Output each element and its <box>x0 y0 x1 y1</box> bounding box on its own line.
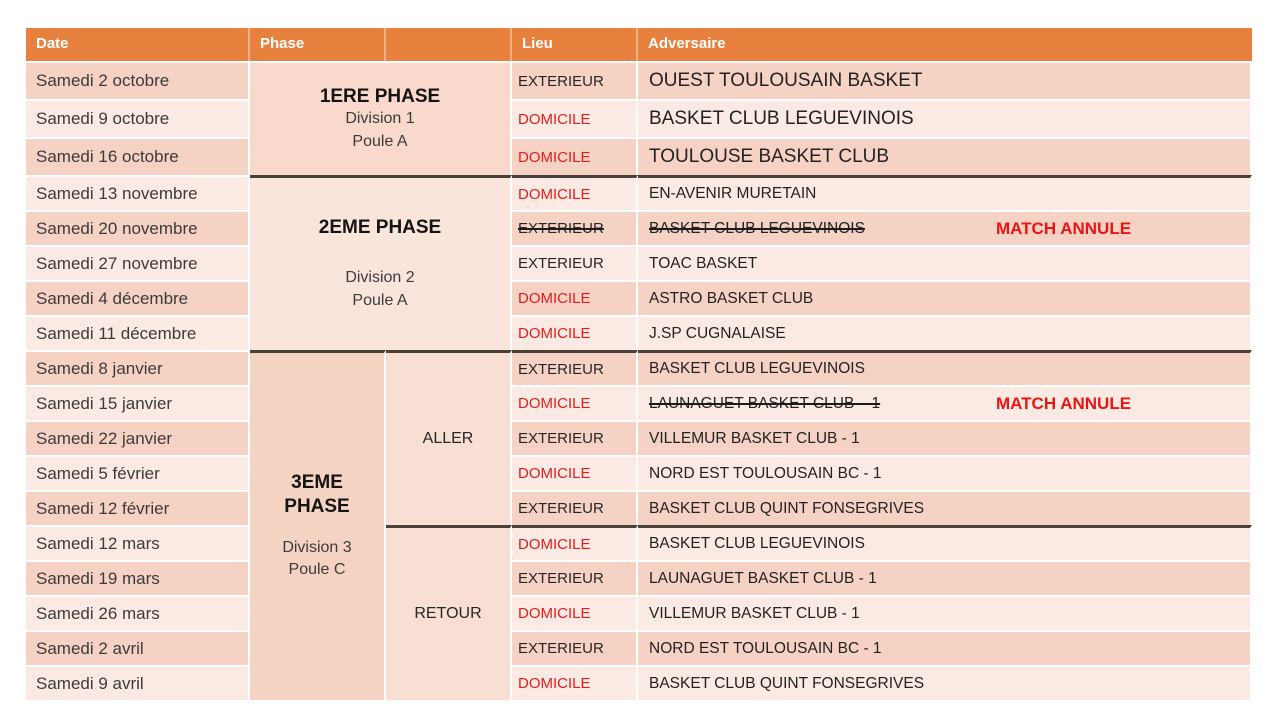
table-row <box>26 315 1252 350</box>
table-row <box>26 245 1252 280</box>
adversaire-cell: LAUNAGUET BASKET CLUB - 1 <box>638 560 1252 595</box>
lieu-cell: EXTERIEUR <box>512 420 638 455</box>
table-row <box>26 455 1252 490</box>
phase-title: 1ERE PHASE <box>319 85 441 107</box>
adversaire-cell: BASKET CLUB LEGUEVINOIS <box>638 350 1252 385</box>
adversaire-cancelled: BASKET CLUB LEGUEVINOIS <box>649 219 865 237</box>
adversaire-cell: NORD EST TOULOUSAIN BC - 1 <box>638 455 1252 490</box>
adversaire-cell <box>638 385 1252 420</box>
date-cell: Samedi 13 novembre <box>26 175 250 210</box>
lieu-cell: EXTERIEUR <box>512 245 638 280</box>
adversaire-cell: BASKET CLUB QUINT FONSEGRIVES <box>638 490 1252 525</box>
header-lieu: Lieu <box>512 28 638 61</box>
lieu-cell: DOMICILE <box>512 315 638 350</box>
lieu-cell: DOMICILE <box>512 175 638 210</box>
adversaire-cell: VILLEMUR BASKET CLUB - 1 <box>638 595 1252 630</box>
date-cell: Samedi 9 avril <box>26 665 250 700</box>
header-phase: Phase <box>250 28 386 61</box>
adversaire-cell: BASKET CLUB LEGUEVINOIS <box>638 525 1252 560</box>
adversaire-cell: VILLEMUR BASKET CLUB - 1 <box>638 420 1252 455</box>
table-row <box>26 61 1252 99</box>
lieu-cell: DOMICILE <box>512 455 638 490</box>
header-date: Date <box>26 28 250 61</box>
schedule-table <box>26 28 1252 700</box>
lieu-cell: DOMICILE <box>512 665 638 700</box>
lieu-cell: DOMICILE <box>512 595 638 630</box>
table-row <box>26 490 1252 525</box>
date-cell: Samedi 22 janvier <box>26 420 250 455</box>
table-row <box>26 210 1252 245</box>
date-cell: Samedi 27 novembre <box>26 245 250 280</box>
date-cell: Samedi 4 décembre <box>26 280 250 315</box>
adversaire-cell: TOULOUSE BASKET CLUB <box>638 137 1252 175</box>
date-cell: Samedi 15 janvier <box>26 385 250 420</box>
adversaire-cell: J.SP CUGNALAISE <box>638 315 1252 350</box>
schedule-table-container <box>26 28 1252 700</box>
lieu-cell: EXTERIEUR <box>512 490 638 525</box>
table-row <box>26 595 1252 630</box>
table-row <box>26 525 1252 560</box>
adversaire-cell: BASKET CLUB QUINT FONSEGRIVES <box>638 665 1252 700</box>
date-cell: Samedi 2 avril <box>26 630 250 665</box>
lieu-cell: EXTERIEUR <box>512 560 638 595</box>
phase-title: 2EME PHASE <box>318 216 442 238</box>
leg-cell-retour: RETOUR <box>386 525 512 700</box>
lieu-cancelled: EXTERIEUR <box>518 220 604 237</box>
phase-division: Division 1 <box>345 110 415 128</box>
phase-poule: Poule A <box>352 291 408 309</box>
adversaire-cell: ASTRO BASKET CLUB <box>638 280 1252 315</box>
leg-cell-aller: ALLER <box>386 350 512 525</box>
adversaire-cell: OUEST TOULOUSAIN BASKET <box>638 61 1252 99</box>
table-row <box>26 560 1252 595</box>
date-cell: Samedi 9 octobre <box>26 99 250 137</box>
match-annule-note: MATCH ANNULE <box>996 218 1132 238</box>
date-cell: Samedi 26 mars <box>26 595 250 630</box>
lieu-cell <box>512 210 638 245</box>
adversaire-cell: EN-AVENIR MURETAIN <box>638 175 1252 210</box>
table-row <box>26 137 1252 175</box>
table-row <box>26 175 1252 210</box>
match-annule-note: MATCH ANNULE <box>996 393 1132 413</box>
phase-cell-3 <box>250 350 386 700</box>
date-cell: Samedi 16 octobre <box>26 137 250 175</box>
phase-division: Division 2 <box>345 269 415 287</box>
table-row <box>26 280 1252 315</box>
adversaire-cell <box>638 210 1252 245</box>
phase-cell-1 <box>250 61 512 175</box>
date-cell: Samedi 2 octobre <box>26 61 250 99</box>
table-row <box>26 99 1252 137</box>
phase-title: 3EME PHASE <box>284 472 350 518</box>
table-row <box>26 385 1252 420</box>
header-phase-sub <box>386 28 512 61</box>
date-cell: Samedi 11 décembre <box>26 315 250 350</box>
lieu-cell: DOMICILE <box>512 525 638 560</box>
lieu-cell: DOMICILE <box>512 137 638 175</box>
date-cell: Samedi 8 janvier <box>26 350 250 385</box>
phase-poule: Poule C <box>288 561 346 579</box>
adversaire-cell: BASKET CLUB LEGUEVINOIS <box>638 99 1252 137</box>
lieu-cell: DOMICILE <box>512 99 638 137</box>
phase-poule: Poule A <box>352 132 408 150</box>
table-row <box>26 630 1252 665</box>
lieu-cell: EXTERIEUR <box>512 350 638 385</box>
header-row <box>26 28 1252 61</box>
date-cell: Samedi 12 février <box>26 490 250 525</box>
date-cell: Samedi 5 février <box>26 455 250 490</box>
phase-cell-2 <box>250 175 512 350</box>
adversaire-cancelled: LAUNAGUET BASKET CLUB – 1 <box>649 394 881 412</box>
adversaire-cell: NORD EST TOULOUSAIN BC - 1 <box>638 630 1252 665</box>
header-adversaire: Adversaire <box>638 28 1252 61</box>
lieu-cell: DOMICILE <box>512 280 638 315</box>
lieu-cell: EXTERIEUR <box>512 630 638 665</box>
phase-division: Division 3 <box>282 538 352 556</box>
table-row <box>26 665 1252 700</box>
adversaire-cell: TOAC BASKET <box>638 245 1252 280</box>
table-row <box>26 420 1252 455</box>
date-cell: Samedi 12 mars <box>26 525 250 560</box>
date-cell: Samedi 19 mars <box>26 560 250 595</box>
lieu-cell: DOMICILE <box>512 385 638 420</box>
date-cell: Samedi 20 novembre <box>26 210 250 245</box>
lieu-cell: EXTERIEUR <box>512 61 638 99</box>
table-row <box>26 350 1252 385</box>
